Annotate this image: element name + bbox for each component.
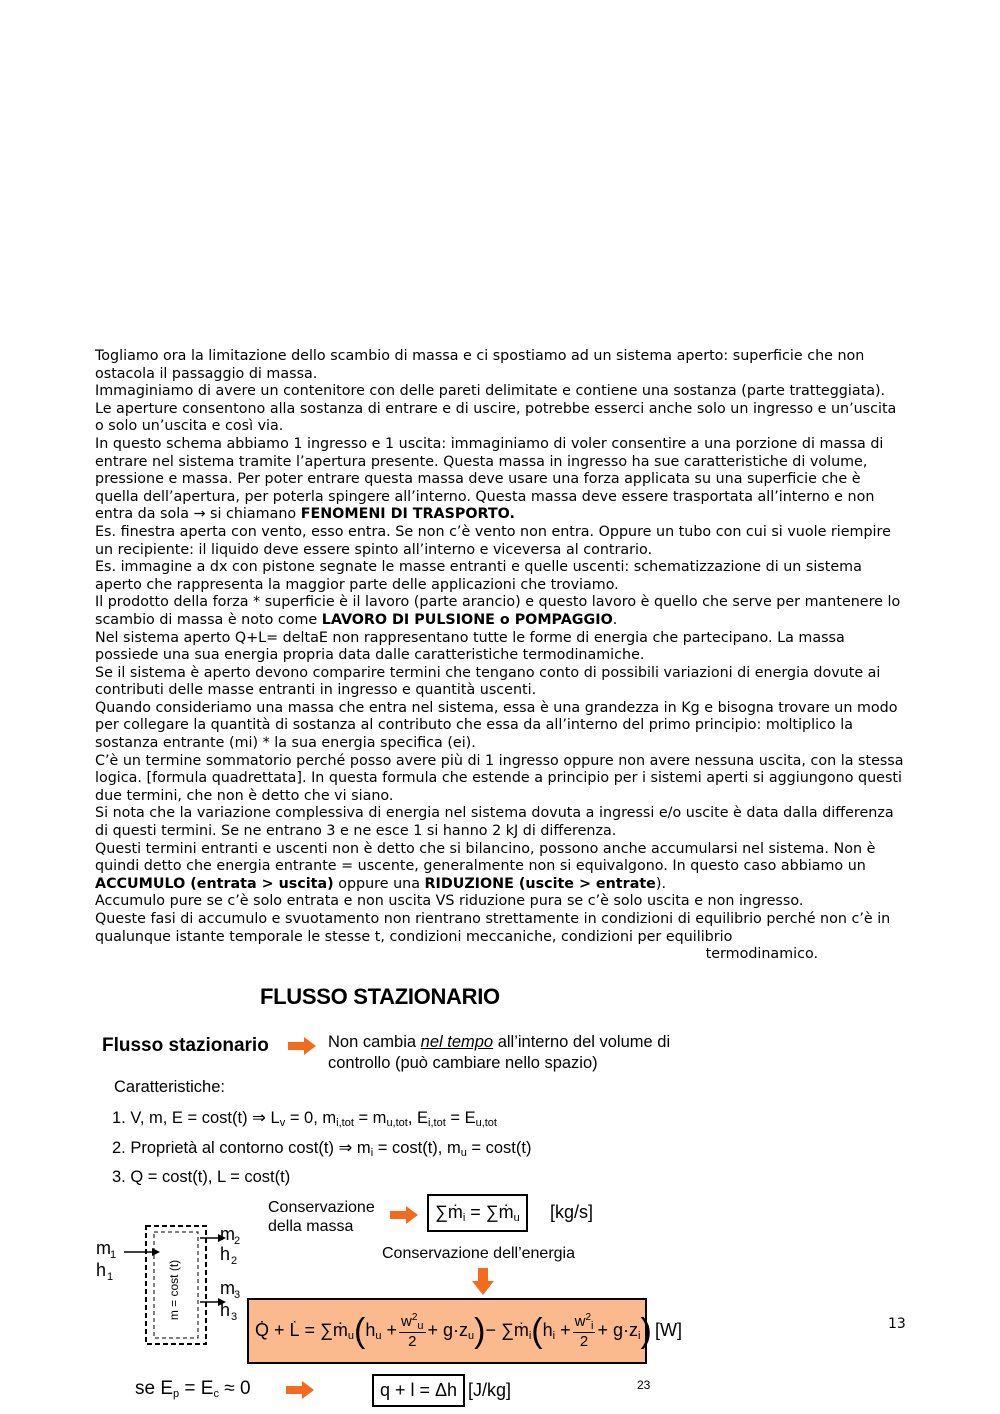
flow-label: Flusso stazionario (102, 1035, 269, 1056)
subscript-3: 3 (231, 1311, 238, 1323)
paragraph (95, 436, 905, 524)
energy-conservation-label: Conservazione dell’energia (382, 1245, 576, 1262)
fraction: $\frac{w^2_u}{2}$ (400, 1312, 424, 1350)
slide-title: FLUSSO STAZIONARIO (260, 984, 500, 1009)
paren: ) (474, 1311, 486, 1350)
subscript: p (173, 1388, 180, 1400)
formula-text: 1. V, m, E = cost(t) ⇒ L (112, 1109, 280, 1127)
h2-label: h (220, 1244, 231, 1264)
subscript: c (213, 1388, 219, 1400)
characteristic-2 (112, 1138, 531, 1159)
energy-equation-box (247, 1298, 652, 1364)
formula-text: + $g\cdot z_u$ (427, 1320, 475, 1342)
paragraph-text: Questi termini entranti e uscenti non è detto che si bilancino, possono anche accumularsi nel sistema. Non è quindi detto che energia entrante = uscente, generalmente non si equivalgono. In questo caso abbiamo un (95, 840, 876, 875)
bold-term: LAVORO DI PULSIONE o POMPAGGIO (321, 611, 613, 628)
subscript-2: 2 (231, 1255, 238, 1267)
fraction: $\frac{w^2_i}{2}$ (574, 1312, 594, 1350)
control-volume-diagram (96, 1220, 246, 1350)
formula-text: = E (445, 1109, 476, 1127)
formula-text: $h_i$ + (542, 1320, 571, 1342)
orange-down-arrow-icon (472, 1268, 494, 1296)
subscript-1: 1 (110, 1249, 117, 1261)
paragraph: Es. immagine a dx con pistone segnate le masse entranti e quelle uscenti: schematizzazione di un sistema aperto che rappresenta la maggior parte delle applicazioni che troviamo. (95, 559, 862, 593)
subscript-3: 3 (234, 1289, 241, 1301)
paragraph: Se il sistema è aperto devono comparire termini che tengano conto di possibili variazioni di energia dovute ai contributi delle masse entranti in ingresso e quantità uscenti. (95, 664, 881, 699)
paren: ( (531, 1311, 543, 1350)
paren: ) (640, 1311, 652, 1350)
paragraph-text: In questo schema abbiamo 1 ingresso e 1 uscita: immaginiamo di voler consentire a una porzione di massa di entrare nel sistema tramite l’apertura presente. Questa massa in ingresso ha sue caratteristiche di volume, pressione e massa. Per poter entrare questa massa deve usare una forza applicata su una superficie che è quella dell’apertura, per poterla spingere all’interno. Questa massa deve essere trasportata all’interno e non entra da sola → si chiamano (95, 435, 884, 523)
page-number: 13 (888, 1316, 906, 1332)
paragraph: Questi termini entranti e uscenti non è detto che si bilancino, possono anche accumularsi nel sistema. Non è quindi detto che energia entrante = uscente, generalmente non si equivalgono. In questo caso abbiamo un ACCUMULO (entrata > uscita) oppure una RIDUZIONE (uscite > entrate). (95, 840, 876, 892)
characteristic-3: 3. Q = cost(t), L = cost(t) (112, 1168, 291, 1186)
paragraph-text: oppure una (333, 875, 425, 892)
mass-const-label: m = cost (t) (167, 1259, 181, 1321)
paragraph: Nel sistema aperto Q+L= deltaE non rappresentano tutte le forme di energia che partecipano. La massa possiede una sua energia propria data dalle caratteristiche termodinamiche. (95, 629, 845, 664)
formula-text: , E (407, 1109, 429, 1127)
characteristics-heading: Caratteristiche: (114, 1078, 225, 1096)
slide-number: 23 (637, 1378, 651, 1392)
desc-text: all’interno del volume di controllo (può cambiare nello spazio) (328, 1033, 671, 1072)
mass-unit: [kg/s] (550, 1202, 594, 1222)
formula-text: + $g\cdot z_i$ (597, 1320, 641, 1342)
m1-label: m (96, 1238, 111, 1258)
formula-text: 2. Proprietà al contorno cost(t) ⇒ m (112, 1139, 371, 1157)
subscript: v (279, 1117, 286, 1129)
subscript: u,tot (386, 1117, 408, 1129)
subscript: u (460, 1147, 467, 1159)
h3-label: h (220, 1300, 231, 1320)
formula-text: = ∑ṁ (465, 1202, 514, 1222)
desc-text: Non cambia (328, 1033, 421, 1051)
paragraph: C’è un termine sommatorio perché posso avere più di 1 ingresso oppure non avere nessuna uscita, con la stessa logica. [formula quadrettata]. In questa formula che estende a principio per i sistemi aperti si aggiungono questi due termini, che non è detto che vi siano. (95, 752, 904, 804)
energy-unit: [W] (655, 1320, 682, 1340)
formula-text: ∑ṁ (435, 1202, 463, 1222)
bold-term: FENOMENI DI TRASPORTO. (300, 506, 515, 523)
potential-kinetic-condition (135, 1378, 251, 1400)
h1-label: h (96, 1260, 107, 1280)
formula-text: $h_u$ + (365, 1320, 397, 1342)
mass-equation-box (427, 1194, 528, 1232)
label-line: Conservazione (268, 1199, 375, 1216)
paragraph: Togliamo ora la limitazione dello scambio di massa e ci spostiamo ad un sistema aperto: superficie che non ostacola il passaggio di massa. (95, 348, 865, 382)
formula-text: se E (135, 1378, 174, 1399)
subscript: i,tot (336, 1117, 354, 1129)
paren: ( (354, 1311, 366, 1350)
inlet-arrow-head (152, 1248, 160, 1256)
slide-image (90, 980, 690, 1410)
paragraph: Il prodotto della forza * superficie è il lavoro (parte arancio) e questo lavoro è quello che serve per mantenere lo scambio di massa è noto come LAVORO DI PULSIONE o POMPAGGIO. (95, 594, 901, 628)
formula-text: = 0, m (285, 1109, 337, 1127)
formula-text: = cost(t) (466, 1139, 532, 1157)
flow-description (328, 1032, 688, 1074)
subscript: i,tot (428, 1117, 446, 1129)
subscript: i (370, 1147, 374, 1159)
bold-term: RIDUZIONE (uscite > entrate (424, 875, 656, 892)
specific-energy-unit: [J/kg] (468, 1380, 512, 1400)
subscript: u,tot (475, 1117, 497, 1129)
subscript: u (513, 1212, 520, 1224)
formula-text: = E (179, 1378, 214, 1399)
subscript-2: 2 (234, 1235, 241, 1247)
m2-label: m (220, 1224, 235, 1244)
paragraph: Immaginiamo di avere un contenitore con delle pareti delimitate e contiene una sostanza (parte tratteggiata). (95, 383, 886, 400)
mass-conservation-label (268, 1198, 375, 1236)
formula-text: − ∑ṁ$_i$ (485, 1320, 532, 1342)
body-text (95, 348, 905, 964)
label-line: della massa (268, 1218, 354, 1235)
bold-term: ACCUMULO (entrata > uscita) (95, 875, 334, 892)
paragraph: Le aperture consentono alla sostanza di entrare e di uscire, potrebbe esserci anche solo un ingresso e un’uscita o solo un’uscita e così via. (95, 400, 897, 435)
paragraph-last-line: termodinamico. (705, 946, 818, 963)
desc-emphasis: nel tempo (420, 1033, 494, 1051)
subscript: i (462, 1212, 466, 1224)
paragraph: Es. finestra aperta con vento, esso entra. Se non c’è vento non entra. Oppure un tubo con cui si vuole riempire un recipiente: il liquido deve essere spinto all’interno e viceversa al contrario. (95, 523, 891, 558)
paragraph-text: Queste fasi di accumulo e svuotamento non rientrano strettamente in condizioni di equilibrio perché non c’è in qualunque istante temporale le stesse t, condizioni meccaniche, condizioni per equilibrio (95, 911, 891, 945)
m3-label: m (220, 1278, 235, 1298)
subscript-1: 1 (107, 1271, 114, 1283)
paragraph (95, 911, 905, 964)
paragraph: Si nota che la variazione complessiva di energia nel sistema dovuta a ingressi e/o uscite è data dalla differenza di questi termini. Se ne entrano 3 e ne esce 1 si hanno 2 kJ di differenza. (95, 805, 894, 840)
paragraph-text: Il prodotto della forza * superficie è il lavoro (parte arancio) e questo lavoro è quello che serve per mantenere lo scambio di massa è noto come (95, 594, 901, 628)
formula-text: = cost(t), m (373, 1139, 461, 1157)
paragraph: Accumulo pure se c’è solo entrata e non uscita VS riduzione pura se c’è solo uscita e non ingresso. (95, 893, 804, 910)
specific-energy-box: q + l = Δh (372, 1374, 465, 1407)
characteristic-1 (112, 1108, 497, 1129)
formula-text: = m (353, 1109, 387, 1127)
formula-text: ≈ 0 (218, 1378, 251, 1399)
paragraph: Quando consideriamo una massa che entra nel sistema, essa è una grandezza in Kg e bisogna trovare un modo per collegare la quantità di sostanza al contributo che essa da all’interno del primo principio: moltiplico la sostanza entrante (mi) * la sua energia specifica (ei). (95, 699, 898, 752)
formula-text: Q̇ + L̇ = ∑ṁ$_u$ (255, 1320, 354, 1342)
